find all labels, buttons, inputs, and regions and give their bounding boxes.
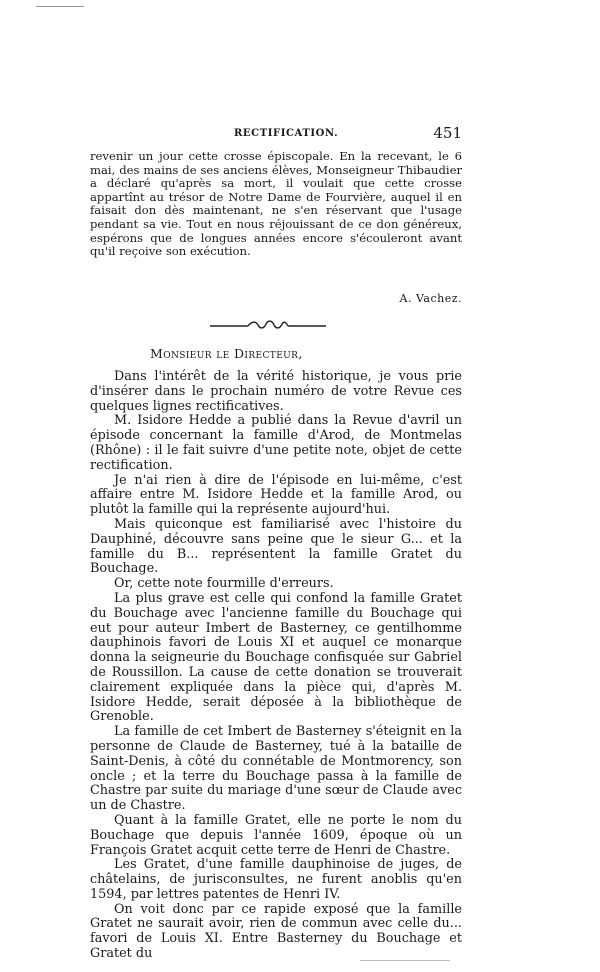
- paragraph: Dans l'intérêt de la vérité historique, je vous prie d'insérer dans le prochain numéro de votre Revue ces quelques lignes rectificatives.: [90, 369, 462, 414]
- running-head: RECTIFICATION.: [234, 128, 339, 139]
- closing-article-text: [90, 150, 462, 259]
- paragraph: Je n'ai rien à dire de l'épisode en lui-même, c'est affaire entre M. Isidore Hedde et la famille Arod, ou plutôt la famille qui la représente aujourd'hui.: [90, 472, 462, 518]
- paragraph: Les Gratet, d'une famille dauphinoise de juges, de châtelains, de jurisconsultes, ne furent anoblis qu'en 1594, par lettres patentes de Henri IV.: [90, 857, 462, 902]
- scan-mark: [36, 6, 84, 7]
- paragraph: La plus grave est celle qui confond la famille Gratet du Bouchage avec l'ancienne famille du Bouchage qui eut pour auteur Imbert de Basterney, ce gentilhomme dauphinois favori de Louis XI et auquel ce monarque donna la seigneurie du Bouchage confisquée sur Gabriel de Roussillon. La cause de cette donation se trouverait clairement expliquée dans la pièce qui, d'après M. Isidore Hedde, serait déposée à la bibliothèque de Grenoble.: [90, 590, 462, 725]
- paragraph: Mais quiconque est familiarisé avec l'histoire du Dauphiné, découvre sans peine que le sieur G... et la famille du B... représentent la famille Gratet du Bouchage.: [90, 516, 462, 577]
- paragraph: Quant à la famille Gratet, elle ne porte le nom du Bouchage que depuis l'année 1609, époque où un François Gratet acquit cette terre de Henri de Chastre.: [90, 812, 462, 858]
- letter-salutation: Monsieur le Directeur,: [150, 346, 303, 361]
- letter-body: [90, 370, 462, 962]
- paragraph: revenir un jour cette crosse épiscopale. En la recevant, le 6 mai, des mains de ses anciens élèves, Monseigneur Thibaudier a déclaré qu'après sa mort, il voulait que cette crosse appartînt au trésor de Notre Dame de Fourvière, auquel il en faisait don dès maintenant, ne s'en réservant que l'usage pendant sa vie. Tout en nous réjouissant de ce don généreux, espérons que de longues années encore s'écouleront avant qu'il reçoive son exécution.: [90, 149, 462, 259]
- author-signature: A. Vachez.: [399, 292, 462, 305]
- paragraph: Or, cette note fourmille d'erreurs.: [114, 576, 334, 592]
- page-header: [90, 124, 462, 144]
- section-divider-ornament: [208, 318, 328, 332]
- scan-mark: [360, 960, 450, 961]
- paragraph: La famille de cet Imbert de Basterney s'éteignit en la personne de Claude de Basterney, tué à la bataille de Saint-Denis, à côté du connétable de Montmorency, son oncle ; et la terre du Bouchage passa à la famille de Chastre par suite du mariage d'une sœur de Claude avec un de Chastre.: [90, 724, 462, 814]
- page-number: 451: [433, 124, 462, 142]
- paragraph: On voit donc par ce rapide exposé que la famille Gratet ne saurait avoir, rien de commun avec celle du... favori de Louis XI. Entre Basterney du Bouchage et Gratet du: [90, 901, 462, 962]
- paragraph: M. Isidore Hedde a publié dans la Revue d'avril un épisode concernant la famille d'Arod, de Montmelas (Rhône) : il le fait suivre d'une petite note, objet de cette rectification.: [90, 413, 462, 473]
